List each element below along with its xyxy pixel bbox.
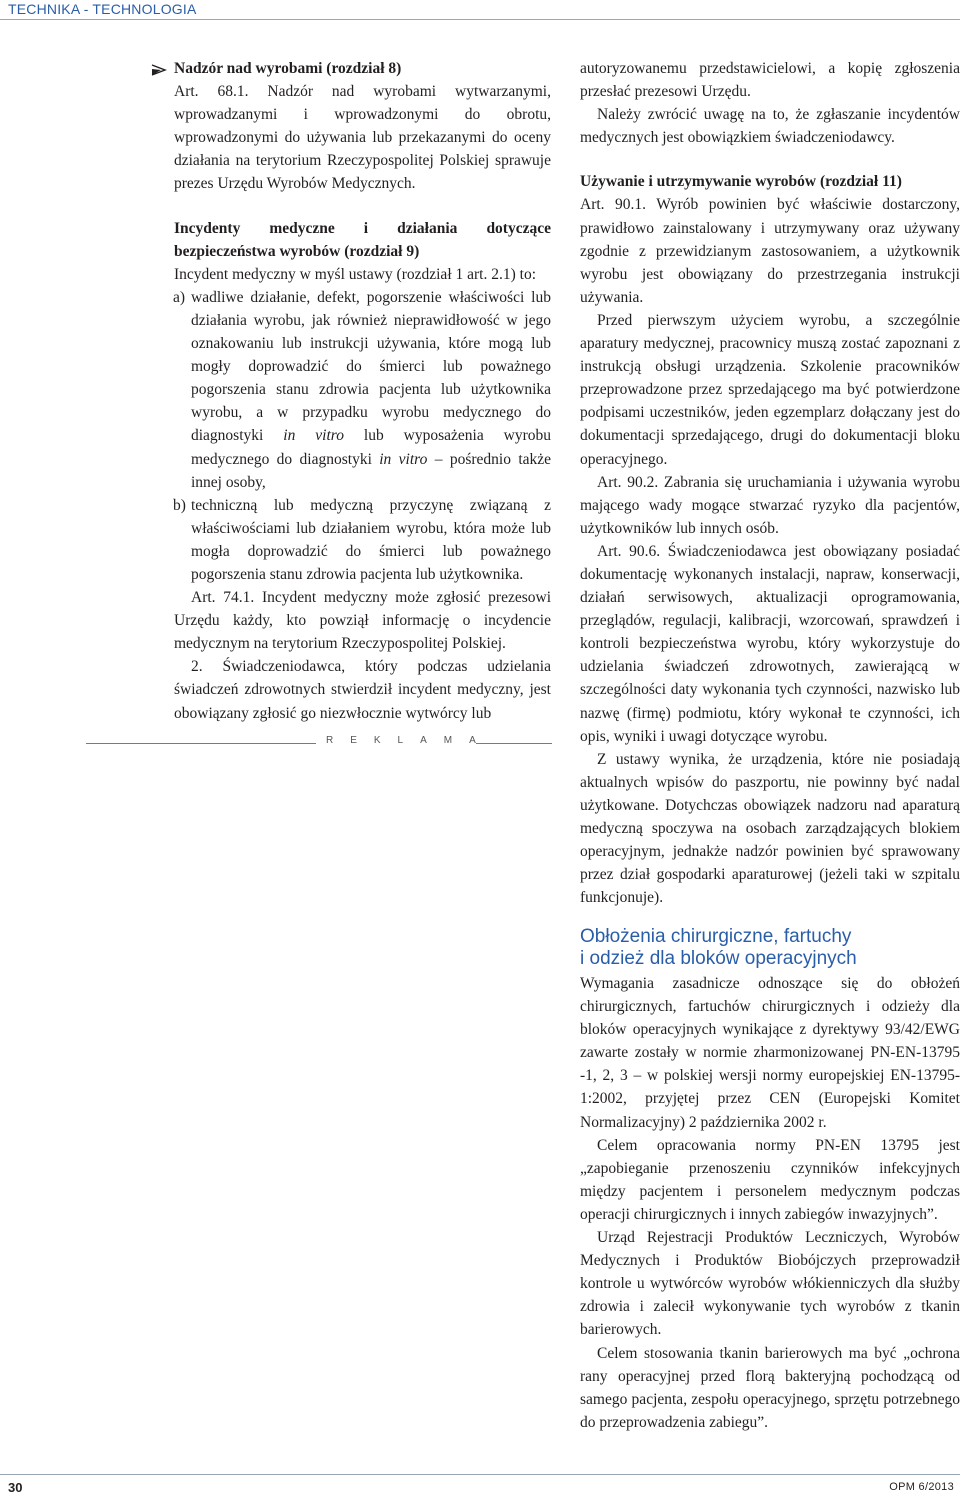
list-a-text-2: lub wyposażenia wyrobu medycznego do diagnostyki [191, 427, 552, 468]
heading-uzywanie: Używanie i utrzymywanie wyrobów (rozdział 11) [580, 173, 902, 191]
advert-divider [86, 731, 552, 757]
arrow-right-icon [151, 63, 168, 77]
definition-list [174, 286, 551, 586]
paragraph-wymagania: Wymagania zasadnicze odnoszące się do obłożeń chirurgicznych, fartuchów chirurgicznych i odzieży dla bloków operacyjnych wynikające z dyrektywy 93/42/EWG zawarte zostały w normie zharmonizowanej PN-EN-13795 -1, 2, 3 – w polskiej wersji normy europejskiej EN-13795-1:2002, przyjętej przez CEN (Europejski Komitet Normalizacyjny) 2 października 2002 r. [580, 975, 960, 1131]
left-column [174, 57, 551, 725]
divider-line-right [476, 743, 552, 744]
paragraph-tkaniny-barierowe: Celem stosowania tkanin barierowych ma być „ochrona rany operacyjnej przed florą bakteryjną pochodzącą od samego pacjenta, zespołu operacyjnego, sprzętu potrzebnego do przeprowadzenia zabiegu”. [580, 1344, 960, 1431]
subheading-line-2: i odzież dla bloków operacyjnych [580, 948, 857, 969]
divider-line-left [86, 743, 316, 744]
list-marker-b: b) [173, 496, 186, 514]
paragraph-autoryzowanemu: autoryzowanemu przedstawicielowi, a kopię zgłoszenia przesłać prezesowi Urzędu. [580, 60, 960, 101]
section-label: TECHNIKA - TECHNOLOGIA [8, 1, 197, 17]
footer-rule [0, 1474, 960, 1503]
list-b-text: techniczną lub medyczną przyczynę związaną z właściwościami lub działaniem wyrobu, która może lub mogła doprowadzić do śmierci lub poważnego pogorszenia stanu zdrowia pacjenta lub użytkownika. [191, 496, 551, 583]
subheading-line-1: Obłożenia chirurgiczne, fartuchy [580, 926, 852, 947]
list-marker-a: a) [173, 288, 186, 306]
list-a-text-3: – pośrednio także innej osoby, [191, 450, 552, 491]
paragraph-incydent-definicja: Incydent medyczny w myśl ustawy (rozdział 1 art. 2.1) to: [174, 265, 536, 283]
heading-incydenty: Incydenty medyczne i działania dotyczące bezpieczeństwa wyrobów (rozdział 9) [174, 219, 551, 260]
paragraph-art-90-1: Art. 90.1. Wyrób powinien być właściwie dostarczony, prawidłowo zainstalowany i utrzymywany oraz używany zgodnie z przewidzianym zastosowaniem, a użytkownik wyrobu jest obowiązany do przestrzegania instrukcji używania. [580, 196, 960, 306]
subheading-oblozenia [580, 926, 960, 970]
paragraph-celem-normy: Celem opracowania normy PN-EN 13795 jest „zapobieganie przenoszeniu czynników infekcyjnych między pacjentem i personelem medycznym podczas operacji chirurgicznych i innych zabiegów inwazyjnych”. [580, 1136, 960, 1223]
paragraph-przed-pierwszym: Przed pierwszym użyciem wyrobu, a szczególnie aparatury medycznej, pracownicy muszą zostać zapoznani z instrukcją obsługi urządzenia. Szkolenie pracowników przeprowadzone przez sprzedającego ma być potwierdzone podpisami uczestników, jeden egzemplarz dołączany jest do dokumentacji sprzedającego, drugi do dokumentacji bloku operacyjnego. [580, 311, 960, 468]
list-a-text-1: wadliwe działanie, defekt, pogorszenie właściwości lub działania wyrobu, jak również nieprawidłowość w jego oznakowaniu lub instrukcji używania, które mogą lub mogły doprowadzić do śmierci lub poważnego pogorszenia stanu zdrowia pacjenta lub użytkownika wyrobu, a w przypadku wyrobu medycznego do diagnostyki [191, 288, 551, 445]
advert-label: REKLAMA [326, 735, 493, 746]
paragraph-art-68: Art. 68.1. Nadzór nad wyrobami wytwarzanymi, wprowadzanymi i wprowadzonymi do obrotu, wprowadzonymi do używania lub przekazanymi do oceny działania na terytorium Rzeczypospolitej Polskiej sprawuje prezes Urzędu Wyrobów Medycznych. [174, 83, 551, 193]
paragraph-art-90-2: Art. 90.2. Zabrania się uruchamiania i używania wyrobu mającego wady mogące stwarzać ryzyko dla pacjentów, użytkowników lub innych osób. [580, 473, 960, 537]
paragraph-art-74: Art. 74.1. Incydent medyczny może zgłosić prezesowi Urzędu każdy, kto powziął informację o incydencie medycznym na terytorium Rzeczypospolitej Polskiej. [174, 589, 551, 653]
heading-nadzor: Nadzór nad wyrobami (rozdział 8) [174, 60, 402, 77]
paragraph-nalezy-zwrocic: Należy zwrócić uwagę na to, że zgłaszanie incydentów medycznych jest obowiązkiem świadczeniodawcy. [580, 106, 960, 147]
right-column [580, 57, 960, 909]
list-a-italic-1: in vitro [283, 427, 344, 445]
paragraph-urzad-rejestracji: Urząd Rejestracji Produktów Leczniczych, Wyrobów Medycznych i Produktów Biobójczych przeprowadził kontrole u wytwórców wyrobów włókienniczych dla służby zdrowia i zalecił wykonywanie tych wyrobów z tkanin barierowych. [580, 1229, 960, 1339]
issue-label: OPM 6/2013 [889, 1481, 954, 1493]
paragraph-art-90-6: Art. 90.6. Świadczeniodawca jest obowiązany posiadać dokumentację wykonanych instalacji, napraw, konserwacji, działań serwisowych, aktualizacji oprogramowania, przeglądów, regulacji, kalibracji, wzorcowań, sprawdzeń i kontroli bezpieczeństwa wyrobu, który wykorzystuje do udzielania świadczeń zdrowotnych, zawierającą w szczególności daty wykonania tych czynności, nazwisko lub nazwę (firmę) podmiotu, który wykonał te czynności, ich opis, wyniki i uwagi dotyczące wyrobu. [580, 542, 960, 745]
page-number: 30 [8, 1480, 23, 1495]
list-item-a [174, 286, 551, 494]
paragraph-z-ustawy: Z ustawy wynika, że urządzenia, które nie posiadają aktualnych wpisów do paszportu, nie powinny być nadal użytkowane. Dotychczas obowiązek nadzoru nad aparaturą medyczną spoczywa na osobach zarządzających blokiem operacyjnym, jednakże nadzór powinien być sprawowany przez dział gospodarki aparaturowej (jeżeli taki w szpitalu funkcjonuje). [580, 750, 960, 907]
right-column-lower [580, 972, 960, 1434]
paragraph-swiadczeniodawca: 2. Świadczeniodawca, który podczas udzielania świadczeń zdrowotnych stwierdził incydent medyczny, jest obowiązany zgłosić go niezwłocznie wytwórcy lub [174, 658, 551, 722]
list-item-b [174, 494, 551, 586]
header-bar [0, 0, 960, 20]
list-a-italic-2: in vitro [379, 450, 428, 468]
